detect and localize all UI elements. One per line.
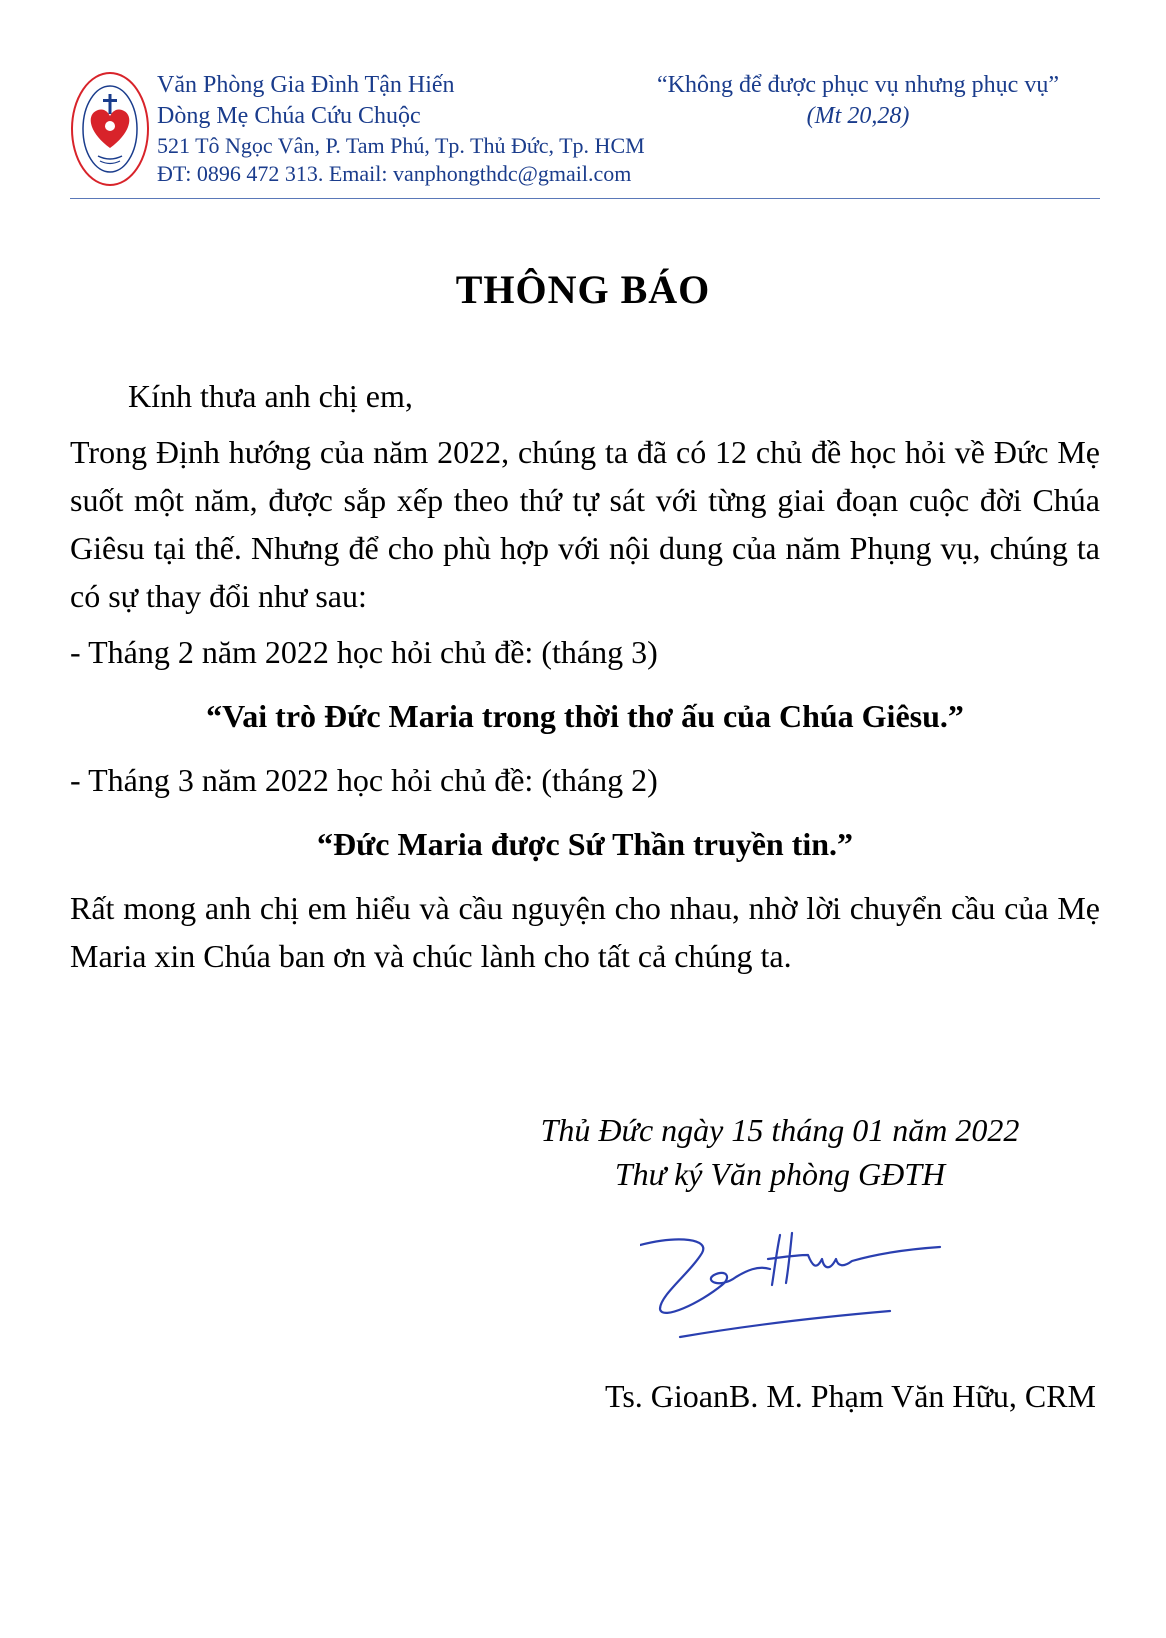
closing-paragraph: Rất mong anh chị em hiểu và cầu nguyện cho nhau, nhờ lời chuyển cầu của Mẹ Maria xin Chúa ban ơn và chúc lành cho tất cả chúng ta.	[70, 890, 1100, 974]
org-contact: ĐT: 0896 472 313. Email: vanphongthdc@gmail.com	[157, 161, 632, 186]
topic-february: “Vai trò Đức Maria trong thời thơ ấu của Chúa Giêsu.”	[206, 698, 964, 734]
org-congregation: Dòng Mẹ Chúa Cứu Chuộc	[157, 103, 421, 129]
organization-info	[157, 70, 645, 188]
motto-reference: (Mt 20,28)	[806, 103, 910, 129]
document-title: THÔNG BÁO	[455, 267, 711, 312]
signer-role: Thư ký Văn phòng GĐTH	[614, 1156, 946, 1192]
congregation-logo-icon	[70, 70, 150, 188]
signer-name: Ts. GioanB. M. Phạm Văn Hữu, CRM	[605, 1378, 1096, 1414]
motto-quote: “Không để được phục vụ nhưng phục vụ”	[657, 72, 1059, 98]
greeting: Kính thưa anh chị em,	[128, 378, 413, 414]
change-item-february: - Tháng 2 năm 2022 học hỏi chủ đề: (tháng 3)	[70, 634, 658, 670]
date-and-role	[460, 1108, 1100, 1196]
org-address: 521 Tô Ngọc Vân, P. Tam Phú, Tp. Thủ Đức, Tp. HCM	[157, 133, 645, 158]
motto	[618, 70, 1098, 132]
header-divider	[70, 198, 1100, 199]
document-body	[70, 372, 1100, 988]
intro-paragraph: Trong Định hướng của năm 2022, chúng ta đã có 12 chủ đề học hỏi về Đức Mẹ suốt một năm, được sắp xếp theo thứ tự sát với từng giai đoạn cuộc đời Chúa Giêsu tại thế. Nhưng để cho phù hợp với nội dung của năm Phụng vụ, chúng ta có sự thay đổi như sau:	[70, 434, 1100, 614]
change-item-march: - Tháng 3 năm 2022 học hỏi chủ đề: (tháng 2)	[70, 762, 658, 798]
org-name: Văn Phòng Gia Đình Tận Hiến	[157, 72, 455, 98]
handwritten-signature-icon	[640, 1225, 980, 1355]
topic-march: “Đức Maria được Sứ Thần truyền tin.”	[316, 826, 854, 862]
date-line: Thủ Đức ngày 15 tháng 01 năm 2022	[540, 1112, 1020, 1148]
letterhead	[70, 70, 1100, 198]
